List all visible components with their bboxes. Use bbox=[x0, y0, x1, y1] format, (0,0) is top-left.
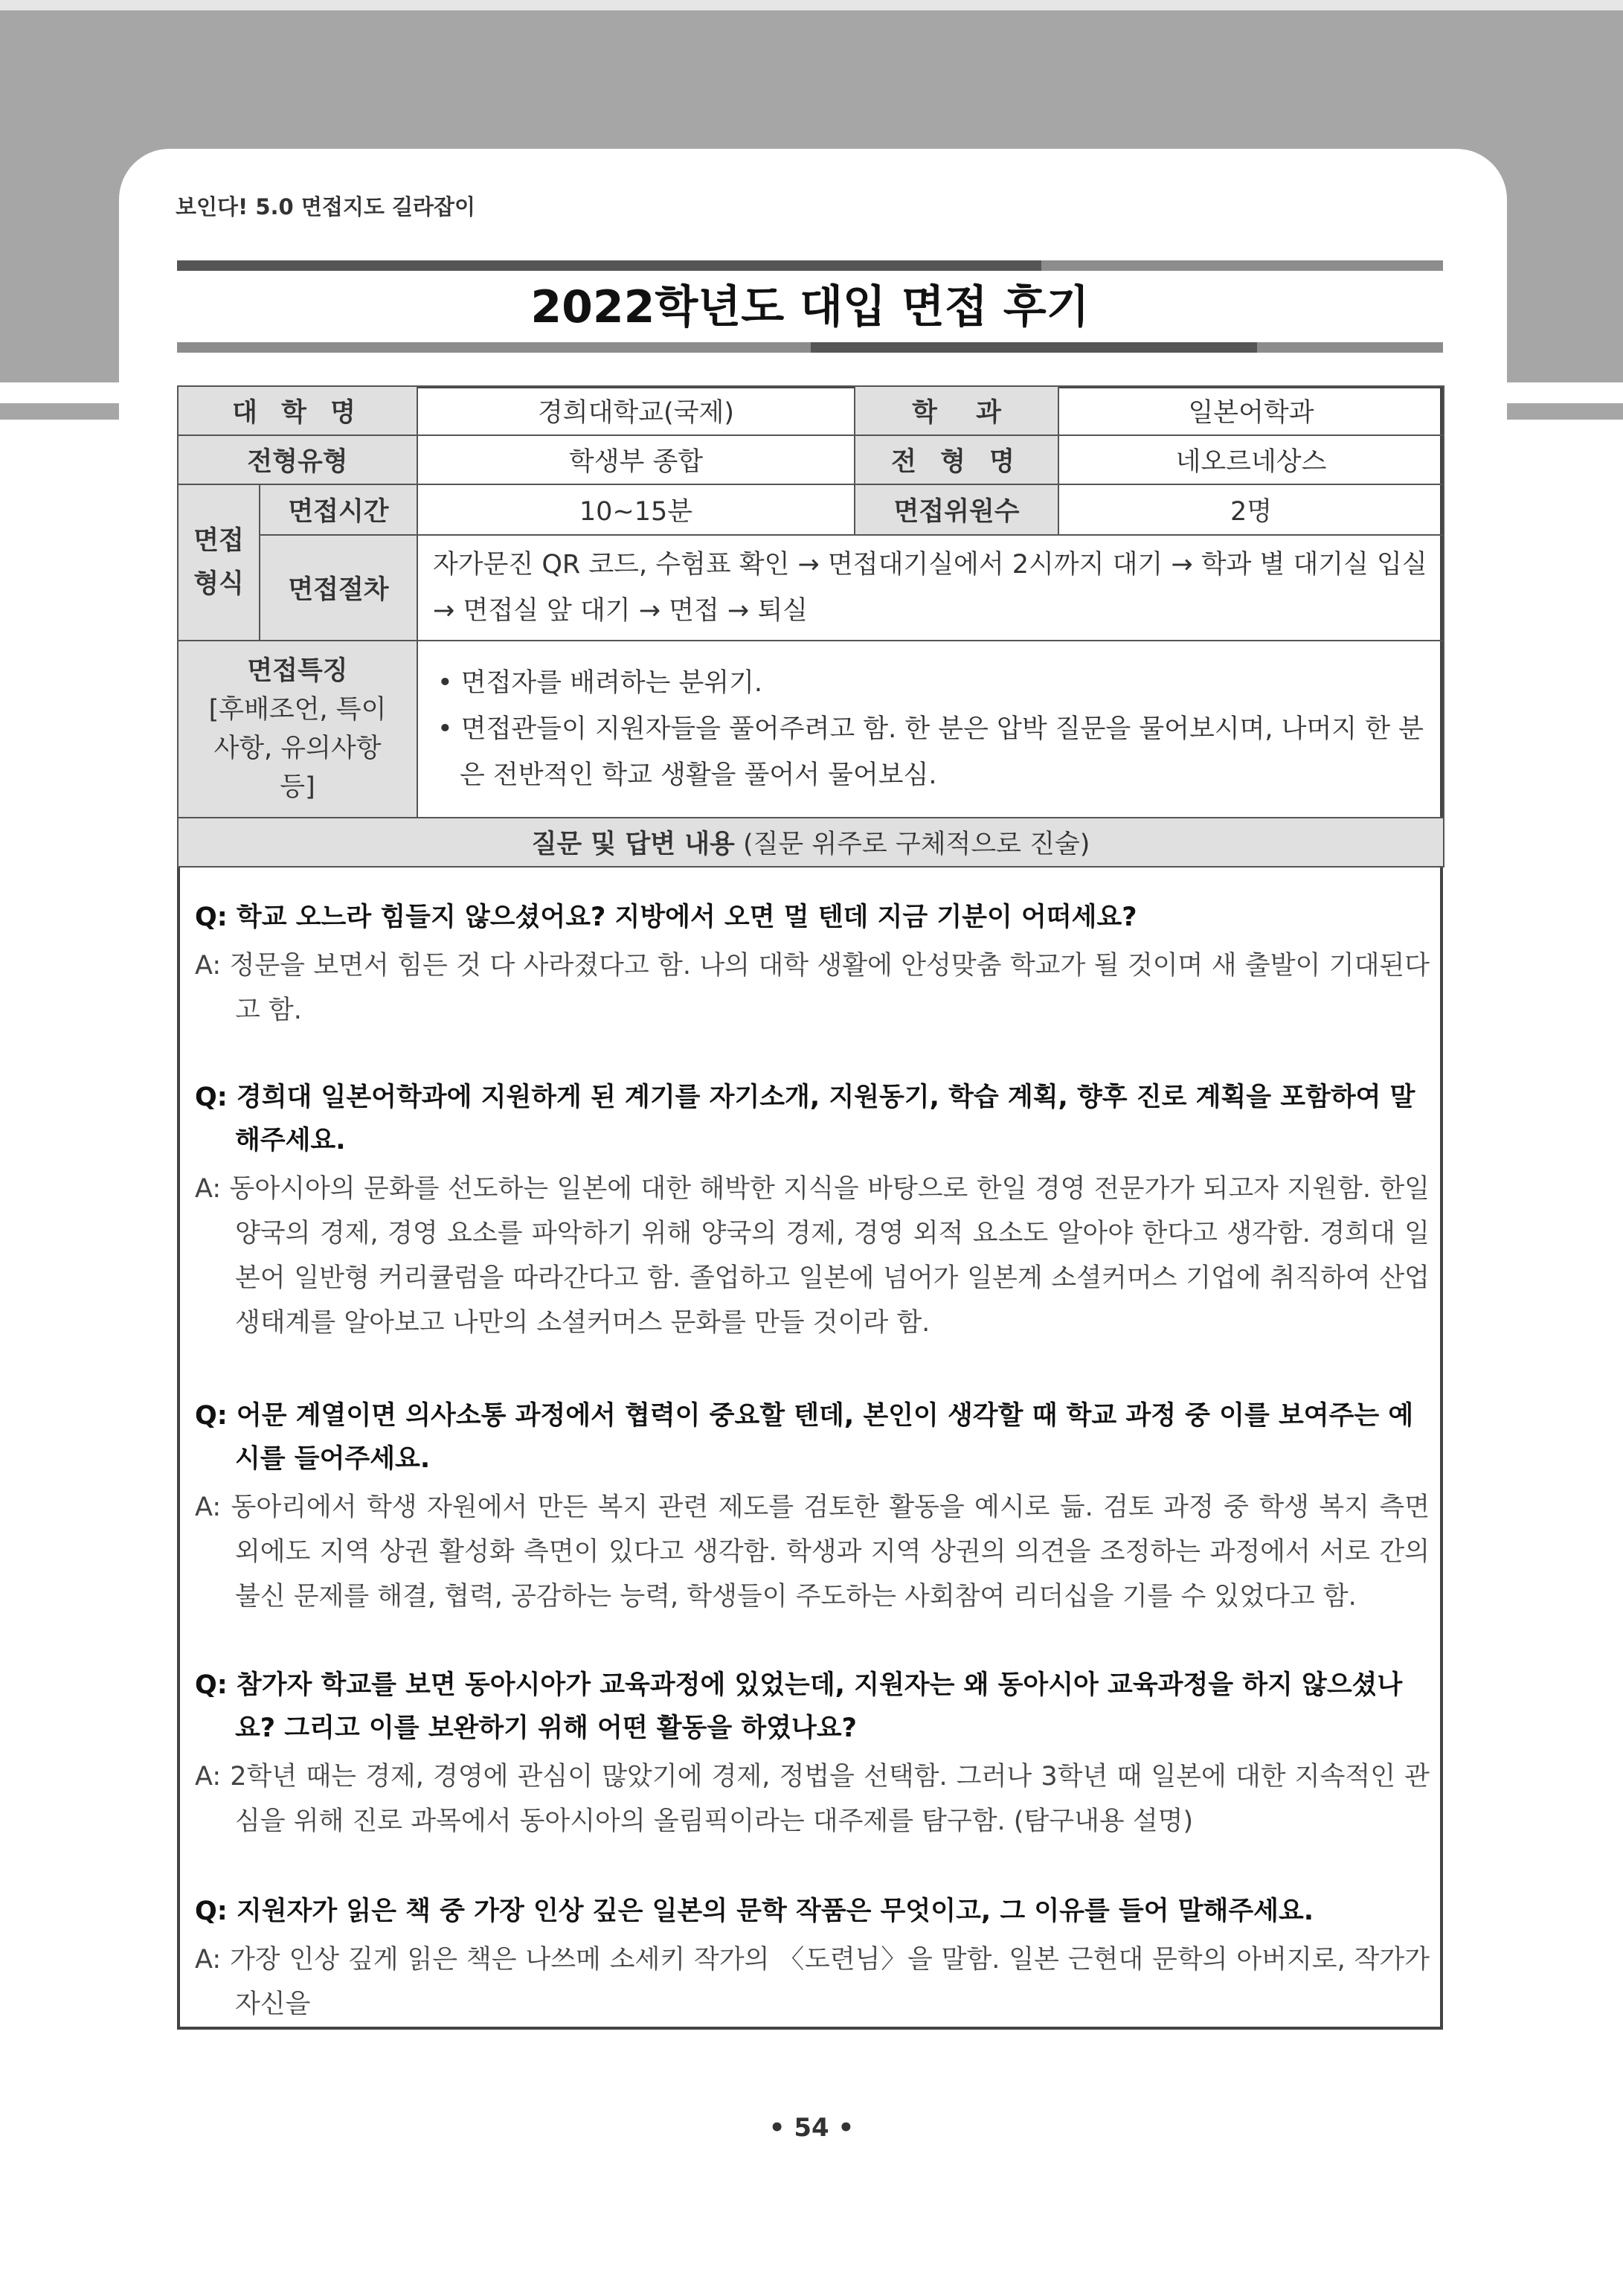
side-tab-left bbox=[0, 403, 119, 420]
qa-item bbox=[195, 1664, 1430, 1844]
department-label: 학 과 bbox=[855, 386, 1058, 435]
question: Q: 지원자가 읽은 책 중 가장 인상 깊은 일본의 문학 작품은 무엇이고, 그 이유를 들어 말해주세요. bbox=[195, 1896, 1314, 1926]
info-table bbox=[177, 385, 1444, 868]
question: Q: 참가자 학교를 보면 동아시아가 교육과정에 있었는데, 지원자는 왜 동아시아 교육과정을 하지 않으셨나요? 그리고 이를 보완하기 위해 어떤 활동을 하였나요? bbox=[195, 1670, 1403, 1743]
features-value bbox=[417, 641, 1444, 818]
type-value: 학생부 종합 bbox=[417, 435, 855, 484]
features-label bbox=[178, 641, 417, 818]
answer: A: 2학년 때는 경제, 경영에 관심이 많았기에 경제, 정법을 선택함. 그러나 3학년 때 일본에 대한 지속적인 관심을 위해 진로 과목에서 동아시아의 올림픽이라는 대주제를 탐구함. (탐구내용 설명) bbox=[195, 1762, 1430, 1836]
title-rule-bottom bbox=[177, 342, 1443, 353]
qa-item bbox=[195, 1890, 1430, 2027]
type-label: 전형유형 bbox=[178, 435, 417, 484]
format-label: 면접 형식 bbox=[178, 484, 260, 641]
qa-item bbox=[195, 1394, 1430, 1619]
page-title: 2022학년도 대입 면접 후기 bbox=[530, 281, 1090, 333]
answer: A: 가장 인상 깊게 읽은 책은 나쓰메 소세키 작가의 〈도련님〉을 말함. 일본 근현대 문학의 아버지로, 작가가 자신을 bbox=[195, 1945, 1430, 2019]
admission-label: 전 형 명 bbox=[855, 435, 1058, 484]
department-value: 일본어학과 bbox=[1058, 386, 1444, 435]
feature-item: • 면접자를 배려하는 분위기. bbox=[437, 668, 763, 698]
university-value: 경희대학교(국제) bbox=[417, 386, 855, 435]
procedure-label: 면접절차 bbox=[260, 535, 417, 641]
top-edge-line bbox=[0, 0, 1623, 10]
question: Q: 학교 오느라 힘들지 않으셨어요? 지방에서 오면 멀 텐데 지금 기분이 어떠세요? bbox=[195, 902, 1137, 932]
procedure-value: 자가문진 QR 코드, 수험표 확인 → 면접대기실에서 2시까지 대기 → 학과 별 대기실 입실 → 면접실 앞 대기 → 면접 → 퇴실 bbox=[417, 535, 1444, 641]
qa-item bbox=[195, 1076, 1430, 1345]
qa-header-bold: 질문 및 답변 내용 bbox=[531, 830, 735, 859]
interviewers-label: 면접위원수 bbox=[855, 484, 1058, 535]
features-label-main: 면접특징 bbox=[247, 656, 348, 686]
question: Q: 경희대 일본어학과에 지원하게 된 계기를 자기소개, 지원동기, 학습 계획, 향후 진로 계획을 포함하여 말해주세요. bbox=[195, 1083, 1415, 1155]
running-head: 보인다! 5.0 면접지도 길라잡이 bbox=[176, 194, 476, 219]
feature-item: • 면접관들이 지원자들을 풀어주려고 함. 한 분은 압박 질문을 물어보시며, 나머지 한 분은 전반적인 학교 생활을 풀어서 물어보심. bbox=[437, 714, 1424, 790]
answer: A: 정문을 보면서 힘든 것 다 사라졌다고 함. 나의 대학 생활에 안성맞춤 학교가 될 것이며 새 출발이 기대된다고 함. bbox=[195, 951, 1430, 1025]
qa-item bbox=[195, 896, 1430, 1033]
interviewers-value: 2명 bbox=[1058, 484, 1444, 535]
question: Q: 어문 계열이면 의사소통 과정에서 협력이 중요할 텐데, 본인이 생각할 때 학교 과정 중 이를 보여주는 예시를 들어주세요. bbox=[195, 1401, 1414, 1474]
admission-value: 네오르네상스 bbox=[1058, 435, 1444, 484]
title-rule-top bbox=[177, 260, 1443, 271]
side-tab-right bbox=[1507, 403, 1623, 420]
answer: A: 동아시아의 문화를 선도하는 일본에 대한 해박한 지식을 바탕으로 한일 경영 전문가가 되고자 지원함. 한일 양국의 경제, 경영 요소를 파악하기 위해 양국의 경제, 경영 외적 요소도 알아야 한다고 생각함. 경희대 일본어 일반형 커리큘럼을 따라간다고 함. 졸업하고 일본에 넘어가 일본계 소셜커머스 기업에 취직하여 산업 생태계를 알아보고 나만의 소셜커머스 문화를 만들 것이라 함. bbox=[195, 1174, 1430, 1338]
time-label: 면접시간 bbox=[260, 484, 417, 535]
qa-header bbox=[178, 818, 1444, 867]
time-value: 10~15분 bbox=[417, 484, 855, 535]
features-label-sub: [후배조언, 특이사항, 유의사항 등] bbox=[208, 695, 387, 802]
page-number: • 54 • bbox=[768, 2113, 855, 2143]
qa-header-rest: (질문 위주로 구체적으로 진술) bbox=[734, 830, 1090, 859]
university-label: 대 학 명 bbox=[178, 386, 417, 435]
answer: A: 동아리에서 학생 자원에서 만든 복지 관련 제도를 검토한 활동을 예시로 듦. 검토 과정 중 학생 복지 측면 외에도 지역 상권 활성화 측면이 있다고 생각함. 학생과 지역 상권의 의견을 조정하는 과정에서 서로 간의 불신 문제를 해결, 협력, 공감하는 능력, 학생들이 주도하는 사회참여 리더십을 기를 수 있었다고 함. bbox=[195, 1492, 1430, 1612]
